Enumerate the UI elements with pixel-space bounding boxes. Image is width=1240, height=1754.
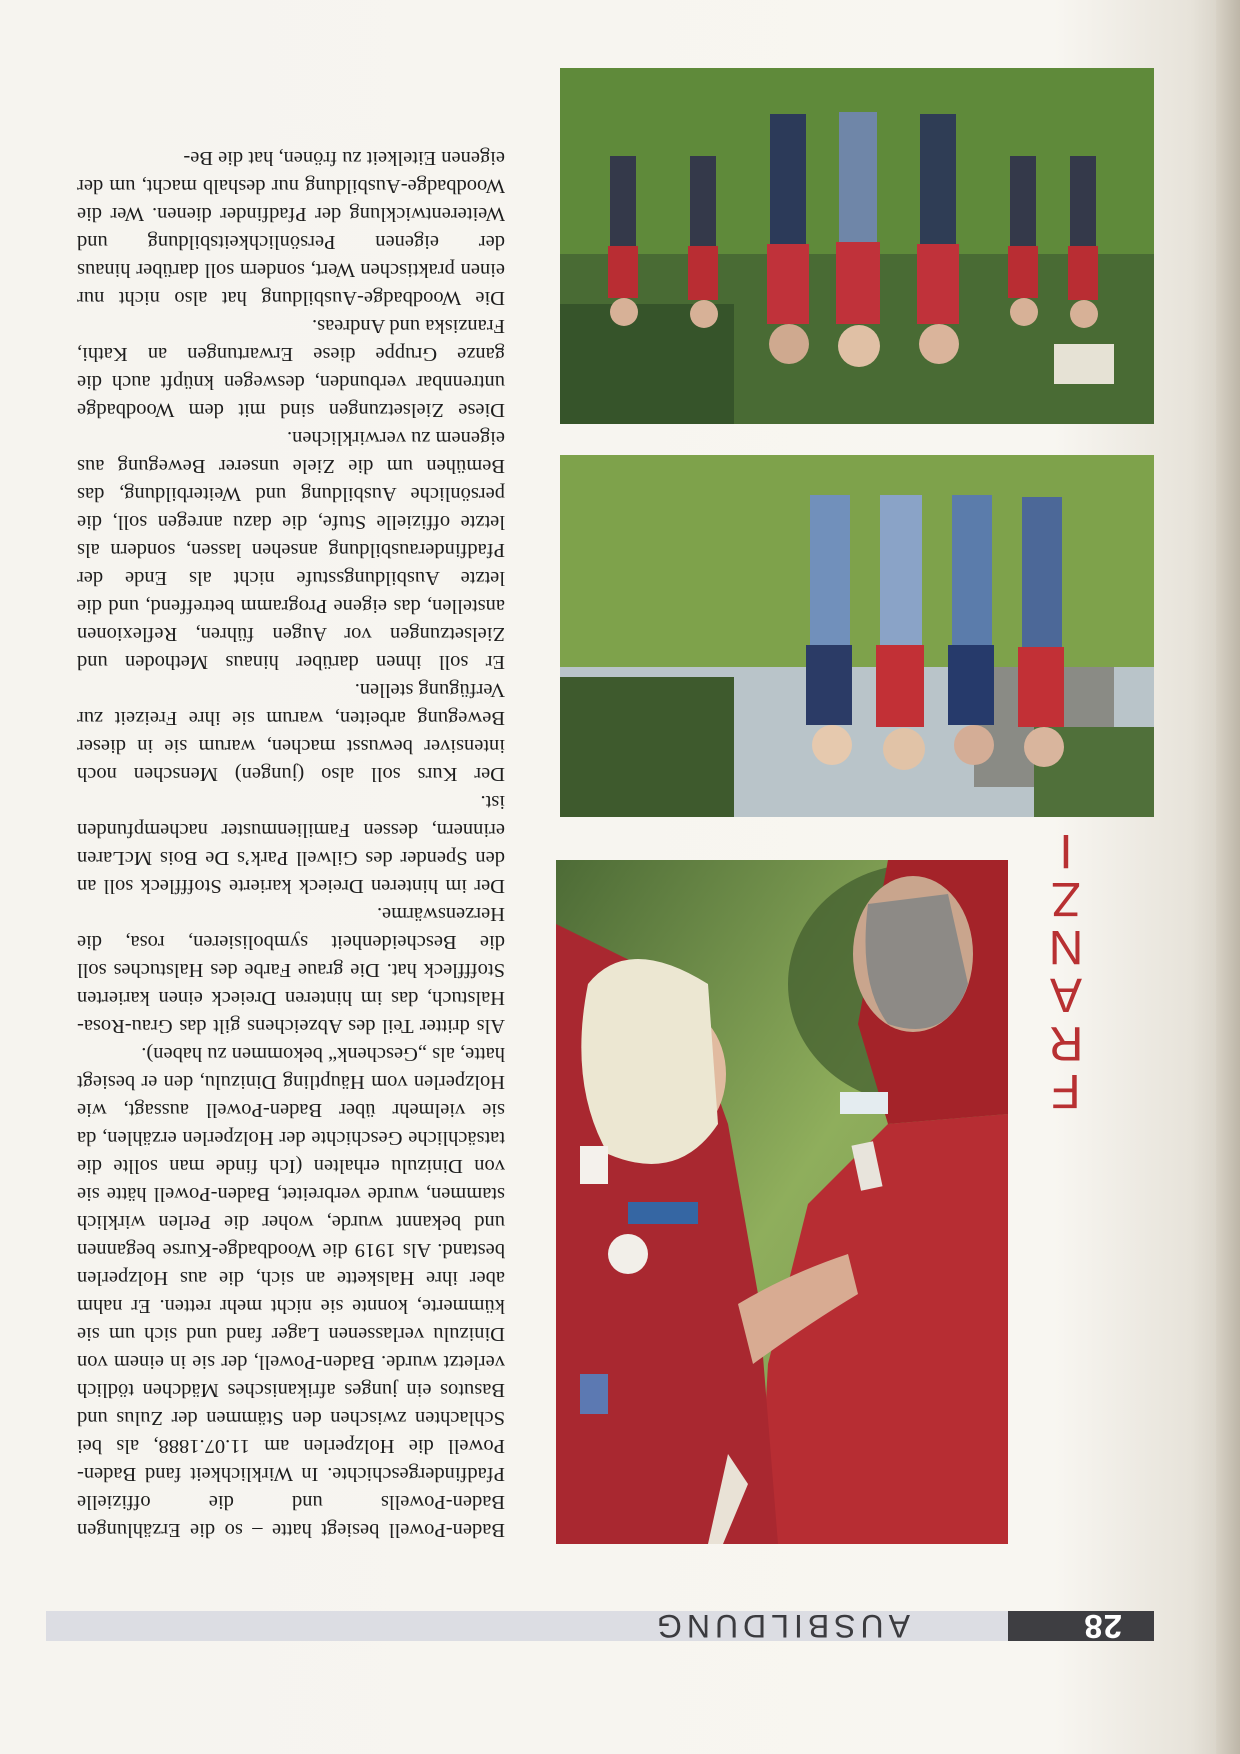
heading-letter: I	[1059, 824, 1073, 877]
photo-group-four	[560, 455, 1154, 817]
heading-letter: R	[1048, 1016, 1084, 1069]
header-bar	[46, 1608, 1154, 1644]
heading-letter: A	[1050, 968, 1083, 1021]
heading-letter: Z	[1051, 872, 1081, 925]
photo-badge-ceremony	[556, 860, 1008, 1544]
article-paragraph: Er soll ihnen darüber hinaus Methoden und Zielsetzungen vor Augen führen, Reflexionen anstellen, das eigene Programm betreffend, und die letzte Ausbildungsstufe nicht als Ende der Pfadfinderausbildung ansehen lassen, sondern als letzte offizielle Stufe, die dazu anregen soll, die persönliche Ausbildung und Weiterbildung, das Bemühen um die Ziele unserer Bewegung aus eigenem zu verwirklichen.	[77, 427, 505, 673]
article-paragraph: Die Woodbadge-Ausbildung hat also nicht nur einen praktischen Wert, sondern soll darüber hinaus der eigenen Persönlichkeitsbildung und Weiterentwicklung der Pfadfinder dienen. Wer die Woodbadge-Ausbildung nur deshalb macht, um der eigenen Eitelkeit zu frönen, hat die Be-	[77, 147, 505, 309]
heading-letter: F	[1051, 1064, 1081, 1117]
heading-letter: N	[1048, 920, 1084, 973]
article-text	[77, 34, 505, 1544]
name-heading	[1040, 824, 1092, 1117]
page-number: 28	[1083, 1608, 1122, 1645]
section-title: AUSBILDUNG	[651, 1608, 910, 1644]
article-paragraph: Der im hinteren Dreieck karierte Stofffleck soll an den Spender des Gilwell Park’s De Bois McLaren erinnern, dessen Familienmuster nachempfunden ist.	[77, 791, 505, 897]
page-number-box	[1008, 1611, 1154, 1641]
article-paragraph: Baden-Powell besiegt hatte – so die Erzählungen Baden-Powells und die offizielle Pfadfindergeschichte. In Wirklichkeit fand Baden-Powell die Holzperlen am 11.07.1888, als bei Schlachten zwischen den Stämmen der Zulus und Basutos ein junges afrikanisches Mädchen tödlich verletzt wurde. Baden-Powell, der sie in einem von Dinizulu verlassenen Lager fand und sich um sie kümmerte, konnte sie nicht mehr retten. Er nahm aber ihre Halskette an sich, die aus Holzperlen bestand. Als 1919 die Woodbadge-Kurse begannen und bekannt wurde, woher die Perlen wirklich stammen, wurde verbreitet, Baden-Powell hätte sie von Dinizulu erhalten (Ich finde man sollte die tatsächliche Geschichte der Holzperlen erzählen, da sie vielmehr über Baden-Powell aussagt, wie Holzperlen vom Häuptling Dinizulu, den er besiegt hatte, als „Geschenk“ bekommen zu haben).	[77, 1043, 505, 1541]
article-paragraph: Als dritter Teil des Abzeichens gilt das Grau-Rosa-Halstuch, das im hinteren Dreieck einen karierten Stofffleck hat. Die graue Farbe des Halstuches soll die Bescheidenheit symbolisieren, rosa, die Herzenswärme.	[77, 903, 505, 1037]
article-paragraph: Diese Zielsetzungen sind mit dem Woodbadge untrennbar verbunden, deswegen knüpft auch die ganze Gruppe diese Erwartungen an Kathi, Franziska und Andreas.	[77, 315, 505, 421]
photo-group-large	[560, 68, 1154, 424]
article-paragraph: Der Kurs soll also (jungen) Menschen noch intensiver bewusst machen, warum sie in dieser Bewegung arbeiten, warum sie ihre Freizeit zur Verfügung stellen.	[77, 679, 505, 785]
